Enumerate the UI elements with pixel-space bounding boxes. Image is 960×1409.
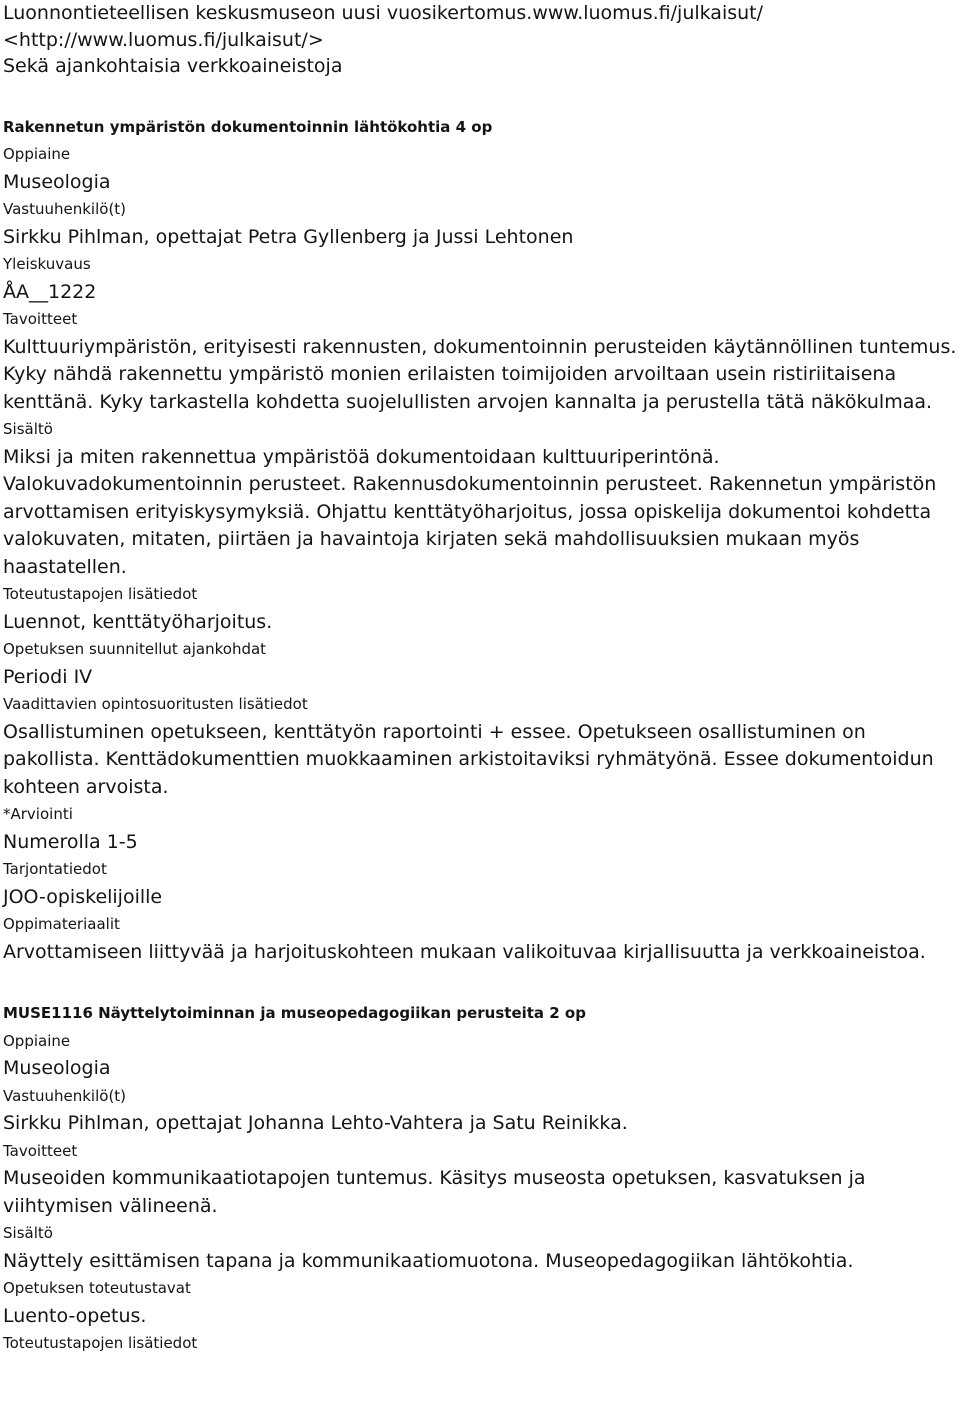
section-label: Sisältö [3, 420, 53, 438]
course-section [3, 1083, 958, 1138]
course-block [3, 114, 958, 967]
section-value: Museologia [3, 170, 111, 193]
course-section [3, 306, 958, 416]
course-section [3, 636, 958, 691]
section-value: Museologia [3, 1057, 111, 1079]
section-label: Toteutustapojen lisätiedot [3, 585, 198, 603]
section-label: Opetuksen toteutustavat [3, 1279, 191, 1297]
section-value: Osallistuminen opetukseen, kenttätyön raportointi + essee. Opetukseen osallistuminen on pakollista. Kenttädokumenttien muokkaaminen arkistoitaviksi ryhmätyönä. Essee dokumentoidun kohteen arvoista. [3, 720, 934, 798]
course-title: MUSE1116 Näyttelytoiminnan ja museopedagogiikan perusteita 2 op [3, 1004, 586, 1022]
section-label: Tavoitteet [3, 1141, 78, 1160]
course-section [3, 801, 958, 856]
section-label: Opetuksen suunnitellut ajankohdat [3, 640, 267, 658]
section-value: Numerolla 1-5 [3, 830, 138, 853]
course-section [3, 196, 958, 251]
section-value: Näyttely esittämisen tapana ja kommunikaatiomuotona. Museopedagogiikan lähtökohtia. [3, 1249, 854, 1272]
course-section [3, 141, 958, 196]
section-value: Sirkku Pihlman, opettajat Johanna Lehto-Vahtera ja Satu Reinikka. [3, 1112, 628, 1134]
course-section [3, 416, 958, 581]
section-label: Oppimateriaalit [3, 915, 120, 933]
section-value: Museoiden kommunikaatiotapojen tuntemus. Käsitys museosta opetuksen, kasvatuksen ja viihtymisen välineenä. [3, 1167, 866, 1217]
section-label: Yleiskuvaus [3, 255, 91, 273]
course-section [3, 856, 958, 911]
intro-line: Luonnontieteellisen keskusmuseon uusi vuosikertomus.www.luomus.fi/julkaisut/ [3, 2, 764, 24]
course-section [3, 581, 958, 636]
section-value: Periodi IV [3, 665, 93, 688]
course-section [3, 1330, 958, 1358]
course-section [3, 911, 958, 966]
section-label: Toteutustapojen lisätiedot [3, 1334, 198, 1352]
section-label: *Arviointi [3, 805, 73, 823]
course-block [3, 1000, 958, 1358]
section-value: Luento-opetus. [3, 1304, 147, 1327]
section-value: Sirkku Pihlman, opettajat Petra Gyllenberg ja Jussi Lehtonen [3, 225, 574, 248]
section-value: ÅA__1222 [3, 280, 97, 303]
section-label: Tarjontatiedot [3, 860, 107, 878]
course-section [3, 1138, 958, 1221]
section-value: Miksi ja miten rakennettua ympäristöä dokumentoidaan kulttuuriperintönä. Valokuvadokumentoinnin perusteet. Rakennusdokumentoinnin perusteet. Rakennetun ympäristön arvottamisen erityiskysymyksiä. Ohjattu kenttätyöharjoitus, jossa opiskelija dokumentoi kohdetta valokuvaten, mitaten, piirtäen ja havaintoja kirjaten sekä mahdollisuuksien mukaan myös haastatellen. [3, 445, 937, 578]
section-value: Luennot, kenttätyöharjoitus. [3, 610, 273, 633]
intro-line: <http://www.luomus.fi/julkaisut/> [3, 28, 324, 51]
section-label: Vastuuhenkilö(t) [3, 1086, 127, 1105]
course-section [3, 1028, 958, 1083]
section-label: Sisältö [3, 1224, 53, 1242]
intro-line: Sekä ajankohtaisia verkkoaineistoja [3, 55, 343, 77]
section-label: Vastuuhenkilö(t) [3, 200, 127, 218]
course-section [3, 1220, 958, 1275]
intro-block [3, 0, 958, 80]
section-label: Vaadittavien opintosuoritusten lisätiedot [3, 695, 308, 713]
course-section [3, 1275, 958, 1330]
section-label: Oppiaine [3, 145, 71, 163]
section-label: Tavoitteet [3, 310, 78, 328]
section-value: JOO-opiskelijoille [3, 885, 163, 908]
course-section [3, 691, 958, 801]
section-value: Kulttuuriympäristön, erityisesti rakennusten, dokumentoinnin perusteiden käytännöllinen tuntemus. Kyky nähdä rakennettu ympäristö monien erilaisten toimijoiden arvoiltaan usein ristiriitaisena kenttänä. Kyky tarkastella kohdetta suojelullisten arvojen kannalta ja perustella tätä näkökulmaa. [3, 335, 957, 413]
course-title: Rakennetun ympäristön dokumentoinnin lähtökohtia 4 op [3, 117, 493, 136]
section-value: Arvottamiseen liittyvää ja harjoituskohteen mukaan valikoituvaa kirjallisuutta ja verkkoaineistoa. [3, 940, 926, 963]
document-page [3, 0, 958, 1392]
section-label: Oppiaine [3, 1031, 71, 1050]
course-section [3, 251, 958, 306]
